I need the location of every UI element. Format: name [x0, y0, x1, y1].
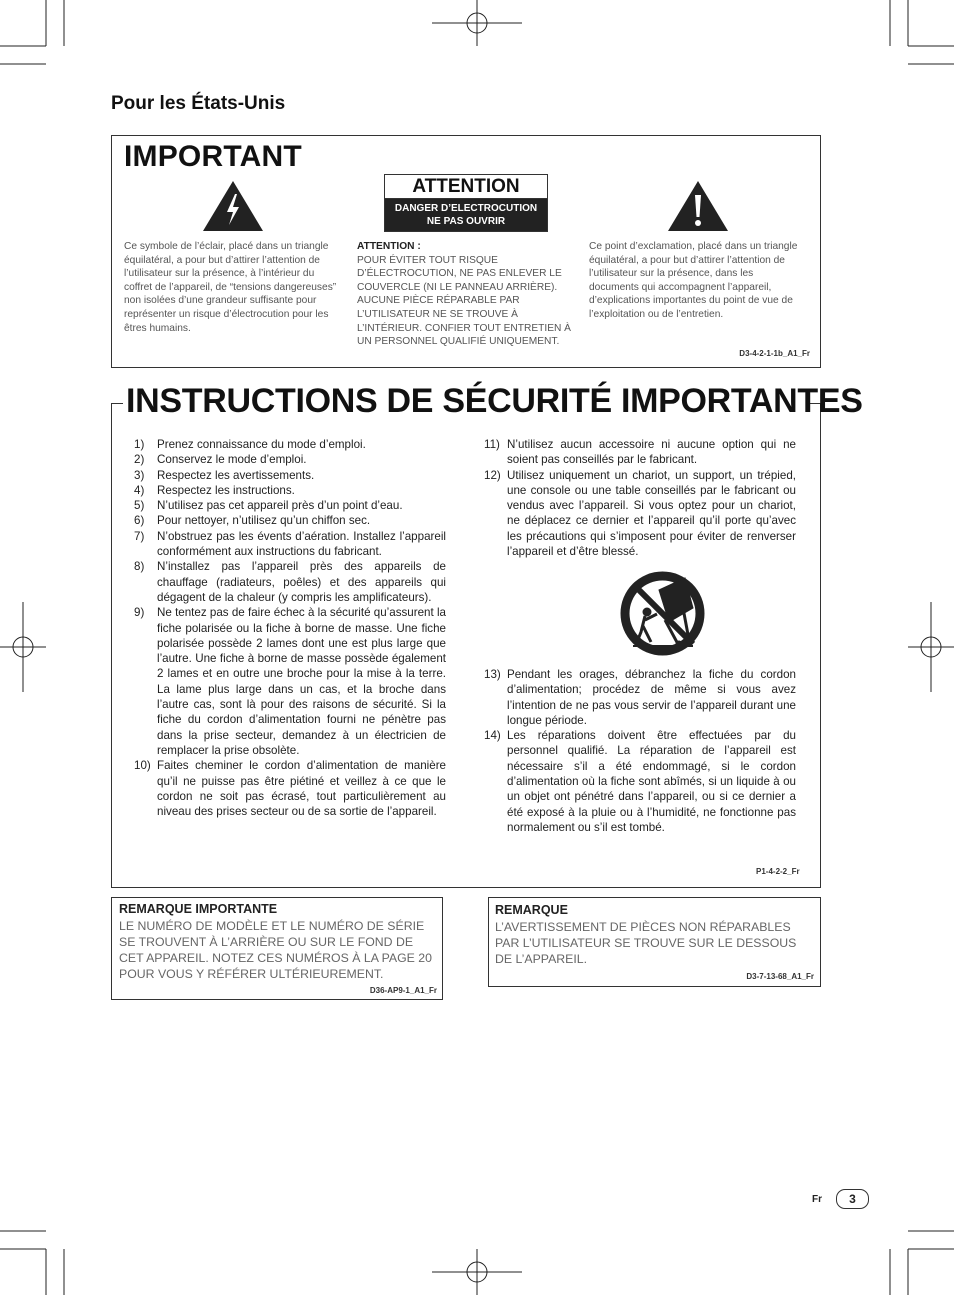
- attention-sub-line-1: DANGER D’ELECTROCUTION: [394, 203, 538, 214]
- list-item: 13) Pendant les orages, débranchez la fiche du cordon d’alimentation; procédez de même si vous avez l’intention de ne pas vous servir de l’appareil durant une longue période.: [484, 668, 796, 727]
- list-item: 11) N’utilisez aucun accessoire ni aucune option qui ne soient pas conseillés par le fabricant.: [484, 438, 796, 467]
- attention-label-box: [384, 174, 548, 232]
- remark-code: D3-7-13-68_A1_Fr: [746, 972, 814, 981]
- remark-note-box: [488, 897, 821, 987]
- list-item: 4) Respectez les instructions.: [134, 483, 295, 497]
- remark-heading: REMARQUE: [495, 903, 568, 917]
- important-note-text: LE NUMÉRO DE MODÈLE ET LE NUMÉRO DE SÉRIE SE TROUVENT À L’ARRIÈRE OU SUR LE FOND DE CET APPAREIL. NOTEZ CES NUMÉROS À LA PAGE 20 POUR VOUS Y RÉFÉRER ULTÉRIEUREMENT.: [119, 919, 432, 981]
- list-item: 3) Respectez les avertissements.: [134, 468, 315, 482]
- footer-language: Fr: [812, 1194, 822, 1205]
- list-item: 12) Utilisez uniquement un chariot, un support, un trépied, une console ou une table conseillés par le fabricant ou vendus avec l’appareil. Si vous optez pour un chariot, ne déplacez ce dernier et l’appareil qu’il porte qu’avec les précautions qui s’imposent pour éviter de renverser l’appareil et d’être blessé.: [484, 468, 796, 559]
- list-item: 14) Les réparations doivent être effectuées par du personnel qualifié. La réparation de l’appareil est nécessaire s’il a été endommagé, si le cordon d’alimentation où la fiche sont abîmés, si un liquide à ou un objet ont pénétré dans l’appareil, ou si ce dernier a été exposé à la pluie ou à l’humidité, ne fonctionne pas normalement ou s’il est tombé.: [484, 729, 796, 834]
- page-number: 3: [836, 1189, 869, 1209]
- lightning-explanation: Ce symbole de l’éclair, placé dans un triangle équilatéral, a pour but d’attirer l’attention de l’utilisateur sur la présence, à l’intérieur du coffret de l’appareil, de “tensions dangereuses” non isolées d’une grandeur suffisante pour représenter un risque d’électrocution pour les êtres humains.: [124, 241, 337, 334]
- instructions-right-column-top: [484, 437, 796, 559]
- lightning-warning-icon: [202, 180, 264, 232]
- instructions-code: P1-4-2-2_Fr: [756, 867, 800, 876]
- important-code: D3-4-2-1-1b_A1_Fr: [739, 349, 810, 358]
- important-box: [111, 135, 821, 368]
- list-item: 5) N’utilisez pas cet appareil près d’un point d’eau.: [134, 499, 403, 513]
- cart-tip-over-icon: [619, 570, 706, 657]
- exclamation-warning-icon: [667, 180, 729, 232]
- instructions-left-column: [134, 437, 446, 819]
- important-heading: IMPORTANT: [124, 140, 302, 173]
- attention-heading: ATTENTION :: [357, 241, 421, 252]
- exclamation-explanation: Ce point d’exclamation, placé dans un triangle équilatéral, a pour but d’attirer l’attention de l’utilisateur sur la présence, dans les documents qui accompagnent l’appareil, d’explications importantes du point de vue de l’exploitation ou de l’entretien.: [589, 241, 798, 320]
- remark-text: L’AVERTISSEMENT DE PIÈCES NON RÉPARABLES PAR L’UTILISATEUR SE TROUVE SUR LE DESSOUS DE L’APPAREIL.: [495, 920, 797, 966]
- attention-text: POUR ÉVITER TOUT RISQUE D’ÉLECTROCUTION, NE PAS ENLEVER LE COUVERCLE (NI LE PANNEAU ARRIÈRE). AUCUNE PIÈCE RÉPARABLE PAR L’UTILISATEUR NE SE TROUVE À L’INTÉRIEUR. CONFIER TOUT ENTRETIEN À UN PERSONNEL QUALIFIÉ UNIQUEMENT.: [357, 254, 571, 348]
- box-top-border-left: [111, 403, 123, 404]
- instructions-title: INSTRUCTIONS DE SÉCURITÉ IMPORTANTES: [126, 380, 806, 424]
- list-item: 1) Prenez connaissance du mode d’emploi.: [134, 438, 366, 451]
- attention-label: ATTENTION: [385, 175, 547, 199]
- important-note-heading: REMARQUE IMPORTANTE: [119, 902, 278, 916]
- important-note-box: [111, 897, 443, 1000]
- attention-explanation: [357, 240, 573, 349]
- instructions-right-column-bottom: [484, 667, 796, 835]
- list-item: 7) N’obstruez pas les évents d’aération. Installez l’appareil conformément aux instructions du fabricant.: [134, 529, 446, 559]
- important-note-code: D36-AP9-1_A1_Fr: [369, 986, 437, 995]
- list-item: 6) Pour nettoyer, n’utilisez qu’un chiffon sec.: [134, 514, 371, 528]
- section-title: Pour les États-Unis: [111, 93, 286, 114]
- list-item: 10) Faites cheminer le cordon d’alimentation de manière qu’il ne puisse pas être piétiné et veillez à ce que le cordon ne soit pas écrasé, tout particulièrement au niveau des prises secteur ou de sa sortie de l’appareil.: [134, 759, 446, 819]
- list-item: 9) Ne tentez pas de faire échec à la sécurité qu’assurent la fiche polarisée ou la fiche à borne de masse. Une fiche polarisée possède 2 lames dont une est plus large que l’autre. Une fiche à borne de masse possède également 2 lames et en outre une broche pour la mise à la terre. La lame plus large dans un cas, et la broche dans l’autre cas, sont là pour des raisons de sécurité. Si la fiche du cordon d’alimentation fourni ne pénètre pas dans la prise secteur, demandez à un électricien de remplacer la prise obsolète.: [134, 606, 446, 757]
- list-item: 2) Conservez le mode d’emploi.: [134, 453, 307, 467]
- list-item: 8) N’installez pas l’appareil près des appareils de chauffage (radiateurs, poêles) et des appareils qui dégagent de la chaleur (y compris les amplificateurs).: [134, 560, 446, 604]
- attention-sub-line-2: NE PAS OUVRIR: [426, 216, 506, 227]
